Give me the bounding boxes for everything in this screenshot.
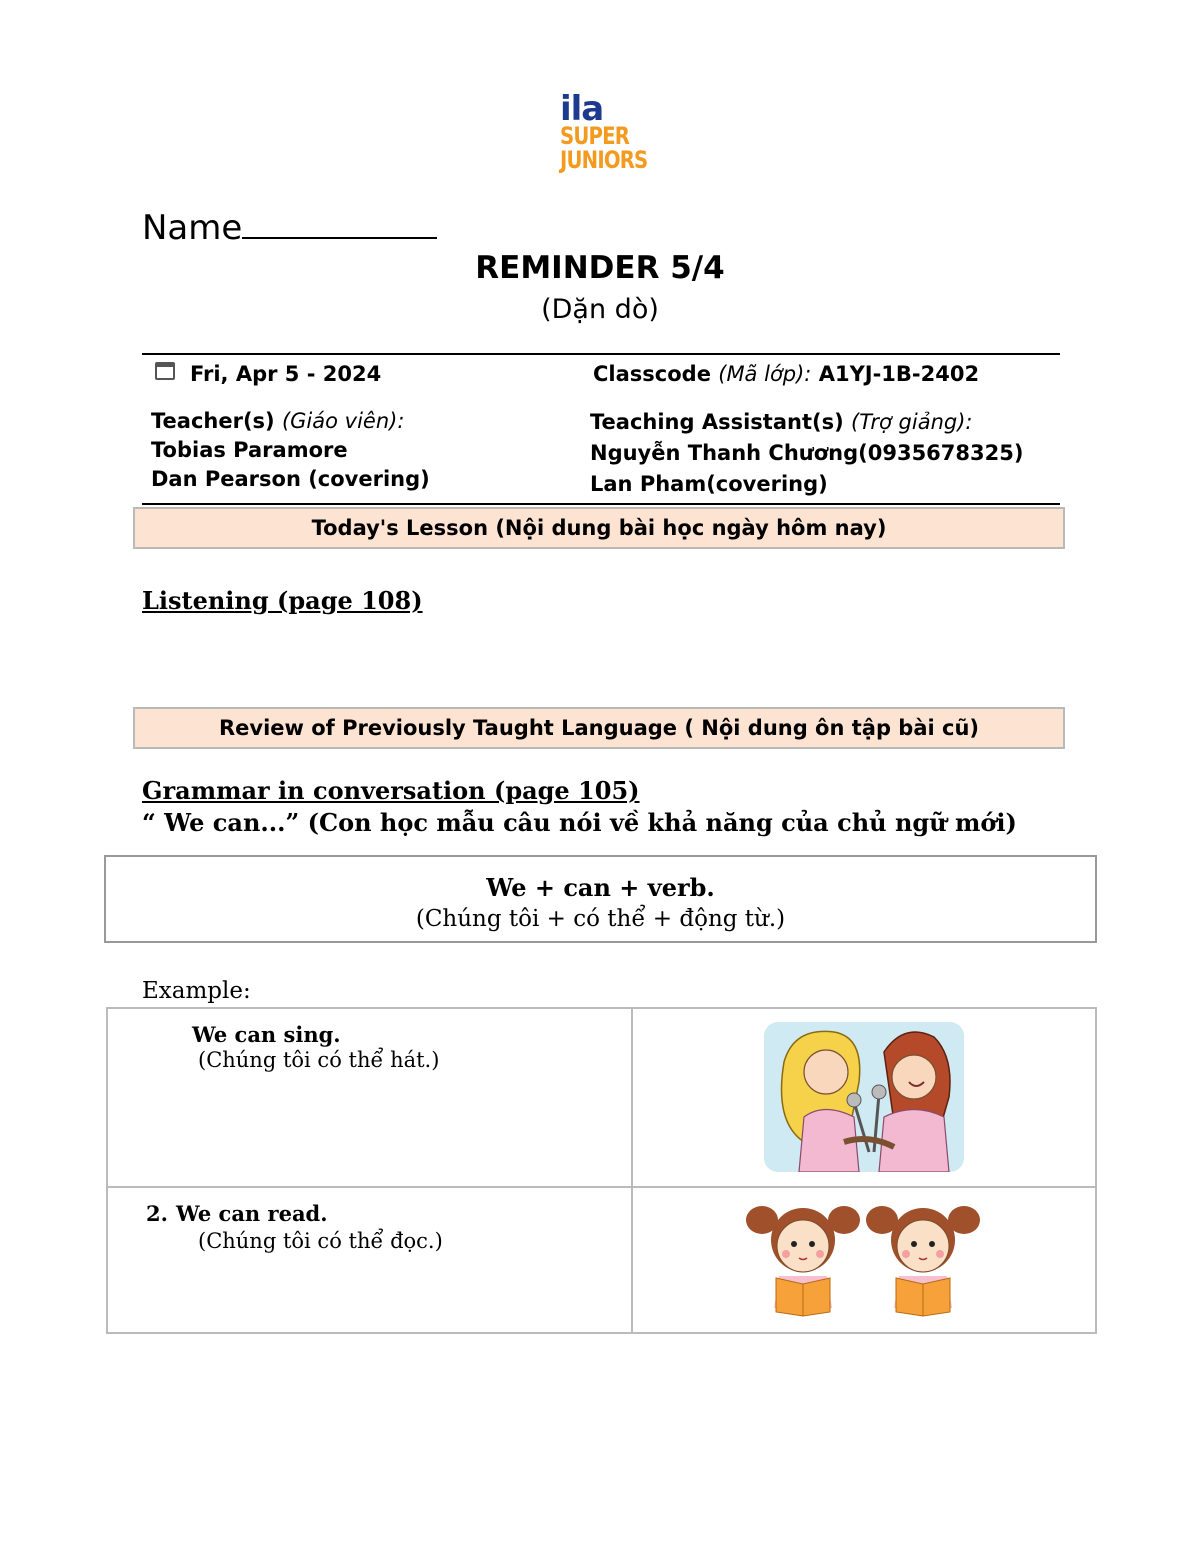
teachers-block [151, 407, 430, 494]
logo-ila-text: ila [560, 89, 604, 129]
classcode-label-vi: (Mã lớp): [718, 362, 812, 386]
review-band: Review of Previously Taught Language ( Nội dung ôn tập bài cũ) [133, 707, 1065, 749]
formula-translation: (Chúng tôi + có thể + động từ.) [415, 906, 786, 932]
logo-juniors-text: JUNIORS [560, 146, 648, 174]
teacher-label: Teacher(s) [151, 409, 275, 433]
logo-super-text: SUPER [560, 122, 630, 150]
ta-block [590, 407, 1023, 500]
example-2-number: 2. [146, 1201, 168, 1226]
example-1-sentence: We can sing. [192, 1022, 341, 1047]
example-2-translation: (Chúng tôi có thể đọc.) [198, 1229, 443, 1253]
classcode [593, 362, 979, 386]
singing-girls-illustration [764, 1022, 964, 1172]
todays-lesson-band: Today's Lesson (Nội dung bài học ngày hôm nay) [133, 507, 1065, 549]
formula-text: We + can + verb. [486, 873, 715, 902]
grammar-heading: Grammar in conversation (page 105) [142, 776, 640, 805]
ta-name: Nguyễn Thanh Chương(0935678325) [590, 441, 1024, 465]
reading-girls-illustration [744, 1198, 984, 1320]
document-title: REMINDER 5/4 [475, 250, 725, 286]
name-label: Name [142, 208, 243, 248]
document-subtitle: (Dặn dò) [541, 294, 659, 325]
example-2-sentence: We can read. [176, 1201, 328, 1226]
ta-label-vi: (Trợ giảng): [851, 410, 973, 434]
teacher-label-vi: (Giáo viên): [281, 409, 405, 433]
top-divider [142, 353, 1060, 355]
teacher-name: Dan Pearson (covering) [151, 467, 430, 491]
info-bottom-divider [142, 503, 1060, 505]
classcode-label: Classcode [593, 362, 711, 386]
classcode-value: A1YJ-1B-2402 [818, 362, 980, 386]
calendar-icon [155, 362, 175, 380]
teacher-name: Tobias Paramore [151, 438, 348, 462]
grammar-description: “ We can...” (Con học mẫu câu nói về khả năng của chủ ngữ mới) [142, 808, 1017, 837]
name-field [142, 208, 437, 248]
table-row-divider [106, 1186, 1097, 1188]
formula-box [104, 855, 1097, 943]
example-1-translation: (Chúng tôi có thể hát.) [198, 1048, 440, 1072]
example-label: Example: [142, 978, 251, 1004]
ta-label: Teaching Assistant(s) [590, 410, 844, 434]
ta-name: Lan Pham(covering) [590, 472, 828, 496]
name-blank-line[interactable] [242, 213, 437, 239]
ila-super-juniors-logo [560, 89, 650, 174]
lesson-date: Fri, Apr 5 - 2024 [190, 362, 382, 386]
listening-heading: Listening (page 108) [142, 586, 423, 615]
table-column-divider [631, 1007, 633, 1334]
